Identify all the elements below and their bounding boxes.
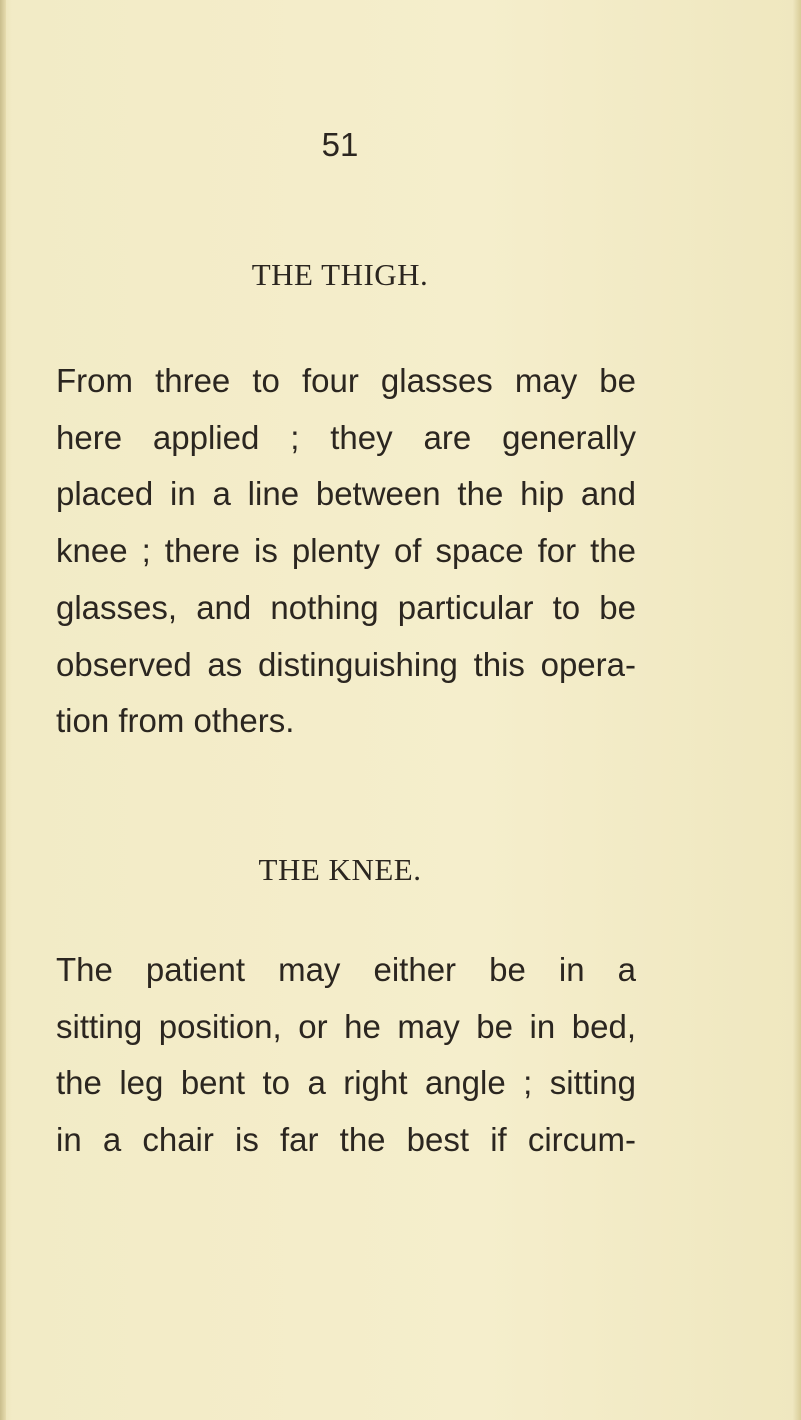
paragraph-thigh [56,353,636,750]
text-line: observed as distinguishing this opera- [56,645,636,683]
text-line: tion from others. [56,702,295,740]
text-line: The patient may either be in a [56,951,636,988]
text-line: sitting position, or he may be in bed, [56,1007,636,1045]
text-line: glasses, and nothing particular to be [56,588,636,626]
text-line: knee ; there is plenty of space for the [56,532,636,570]
text-line: in a chair is far the best if circum- [56,1121,636,1159]
text-line: From three to four glasses may be [56,362,636,399]
paragraph-knee [56,942,636,1169]
section-heading-knee: THE KNEE. [258,852,422,887]
text-line: placed in a line between the hip and [56,475,636,513]
section-heading-thigh: THE THIGH. [251,257,429,292]
page-left-edge [0,0,6,1420]
page-right-edge [793,0,801,1420]
text-line: here applied ; they are generally [56,418,636,456]
page-number: 51 [321,126,359,163]
text-line: the leg bent to a right angle ; sitting [56,1064,636,1102]
